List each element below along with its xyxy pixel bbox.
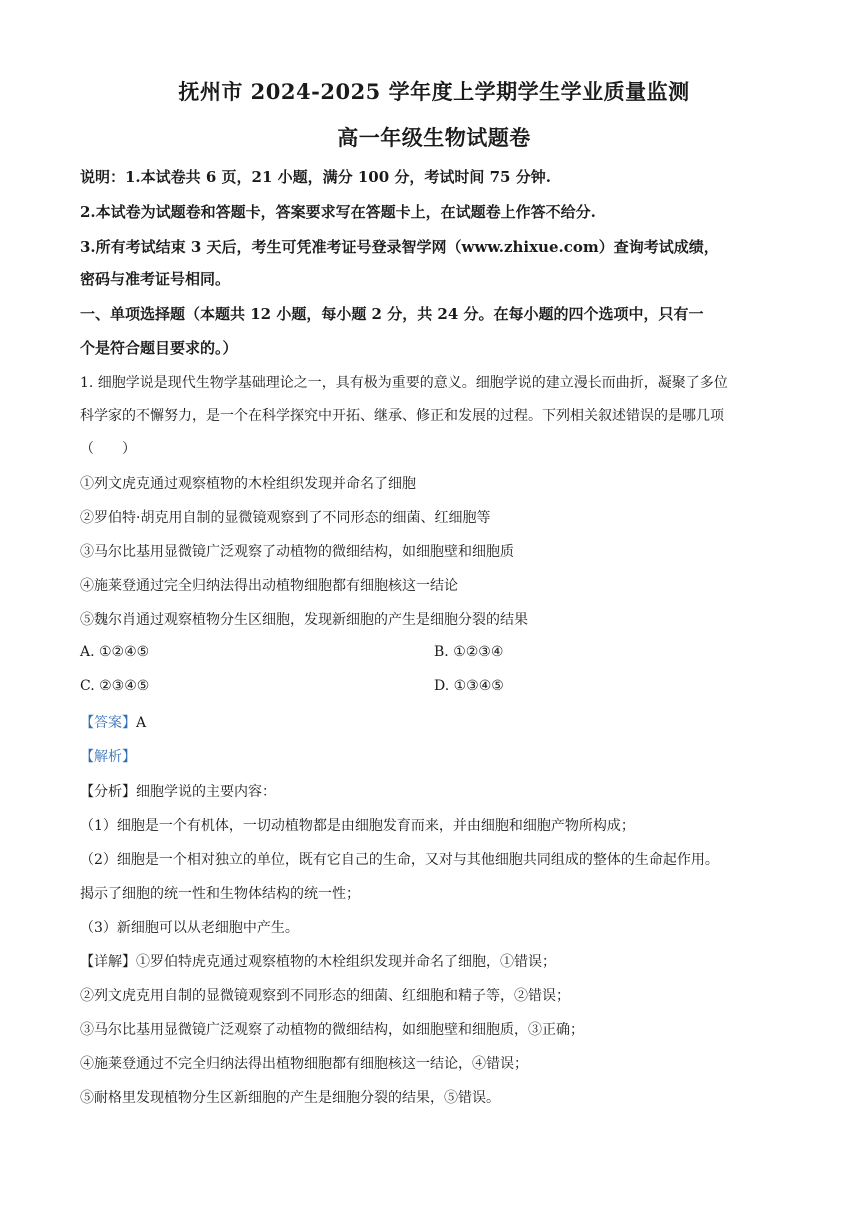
statement-5: ⑤魏尔肖通过观察植物分生区细胞，发现新细胞的产生是细胞分裂的结果: [80, 612, 528, 628]
statement-1: ①列文虎克通过观察植物的木栓组织发现并命名了细胞: [80, 476, 416, 492]
option-a: A. ①②④⑤: [80, 644, 150, 660]
detail-line-3: ③马尔比基用显微镜广泛观察了动植物的微细结构，如细胞壁和细胞质，③正确；: [80, 1022, 584, 1038]
point-3: （3）新细胞可以从老细胞中产生。: [80, 920, 299, 936]
question-stem-line-3: （ ）: [80, 441, 136, 457]
option-b: B. ①②③④: [434, 644, 504, 660]
section-heading-line-1: 一、单项选择题（本题共 12 小题，每小题 2 分，共 24 分。在每小题的四个选项中，只有一: [80, 305, 704, 323]
detail-line-4: ④施莱登通过不完全归纳法得出植物细胞都有细胞核这一结论，④错误；: [80, 1056, 528, 1072]
main-title: 抚州市 2024-2025 学年度上学期学生学业质量监测: [178, 79, 690, 104]
question-stem-line-2: 科学家的不懈努力，是一个在科学探究中开拓、继承、修正和发展的过程。下列相关叙述错误的是哪几项: [80, 408, 724, 424]
detail-line-1: [80, 951, 556, 971]
option-c: C. ②③④⑤: [80, 678, 150, 694]
section-heading-line-2: 个是符合题目要求的。）: [80, 339, 238, 357]
instruction-line-3b: 密码与准考证号相同。: [80, 270, 231, 288]
instruction-line-2: 2.本试卷为试题卷和答题卡，答案要求写在答题卡上，在试题卷上作答不给分.: [80, 203, 596, 221]
analysis-intro-tag: 【分析】: [80, 784, 136, 800]
answer-value: A: [136, 715, 147, 731]
option-d: D. ①③④⑤: [434, 678, 504, 694]
analysis-tag: 【解析】: [80, 749, 136, 765]
instruction-line-1: 说明：1.本试卷共 6 页，21 小题，满分 100 分，考试时间 75 分钟.: [80, 168, 551, 186]
detail-line-2: ②列文虎克用自制的显微镜观察到不同形态的细菌、红细胞和精子等，②错误；: [80, 988, 570, 1004]
statement-2: ②罗伯特·胡克用自制的显微镜观察到了不同形态的细菌、红细胞等: [80, 510, 491, 526]
analysis-intro-text: 细胞学说的主要内容：: [136, 784, 276, 800]
point-1: （1）细胞是一个有机体，一切动植物都是由细胞发育而来，并由细胞和细胞产物所构成；: [80, 818, 635, 834]
answer-tag: 【答案】: [80, 715, 136, 731]
sub-title: 高一年级生物试题卷: [337, 125, 531, 150]
statement-4: ④施莱登通过完全归纳法得出动植物细胞都有细胞核这一结论: [80, 578, 458, 594]
detail-text-1: ①罗伯特虎克通过观察植物的木栓组织发现并命名了细胞，①错误；: [136, 954, 556, 970]
instruction-line-3a: 3.所有考试结束 3 天后，考生可凭准考证号登录智学网（www.zhixue.com）查询考试成绩，: [80, 238, 719, 256]
answer-line: [80, 712, 146, 732]
point-2-continued: 揭示了细胞的统一性和生物体结构的统一性；: [80, 886, 360, 902]
detail-tag: 【详解】: [80, 954, 136, 970]
analysis-intro: [80, 781, 276, 801]
statement-3: ③马尔比基用显微镜广泛观察了动植物的微细结构，如细胞壁和细胞质: [80, 544, 514, 560]
detail-line-5: ⑤耐格里发现植物分生区新细胞的产生是细胞分裂的结果，⑤错误。: [80, 1090, 500, 1106]
point-2: （2）细胞是一个相对独立的单位，既有它自己的生命，又对与其他细胞共同组成的整体的生命起作用。: [80, 852, 719, 868]
question-stem-line-1: 1. 细胞学说是现代生物学基础理论之一，具有极为重要的意义。细胞学说的建立漫长而曲折，凝聚了多位: [80, 375, 728, 391]
